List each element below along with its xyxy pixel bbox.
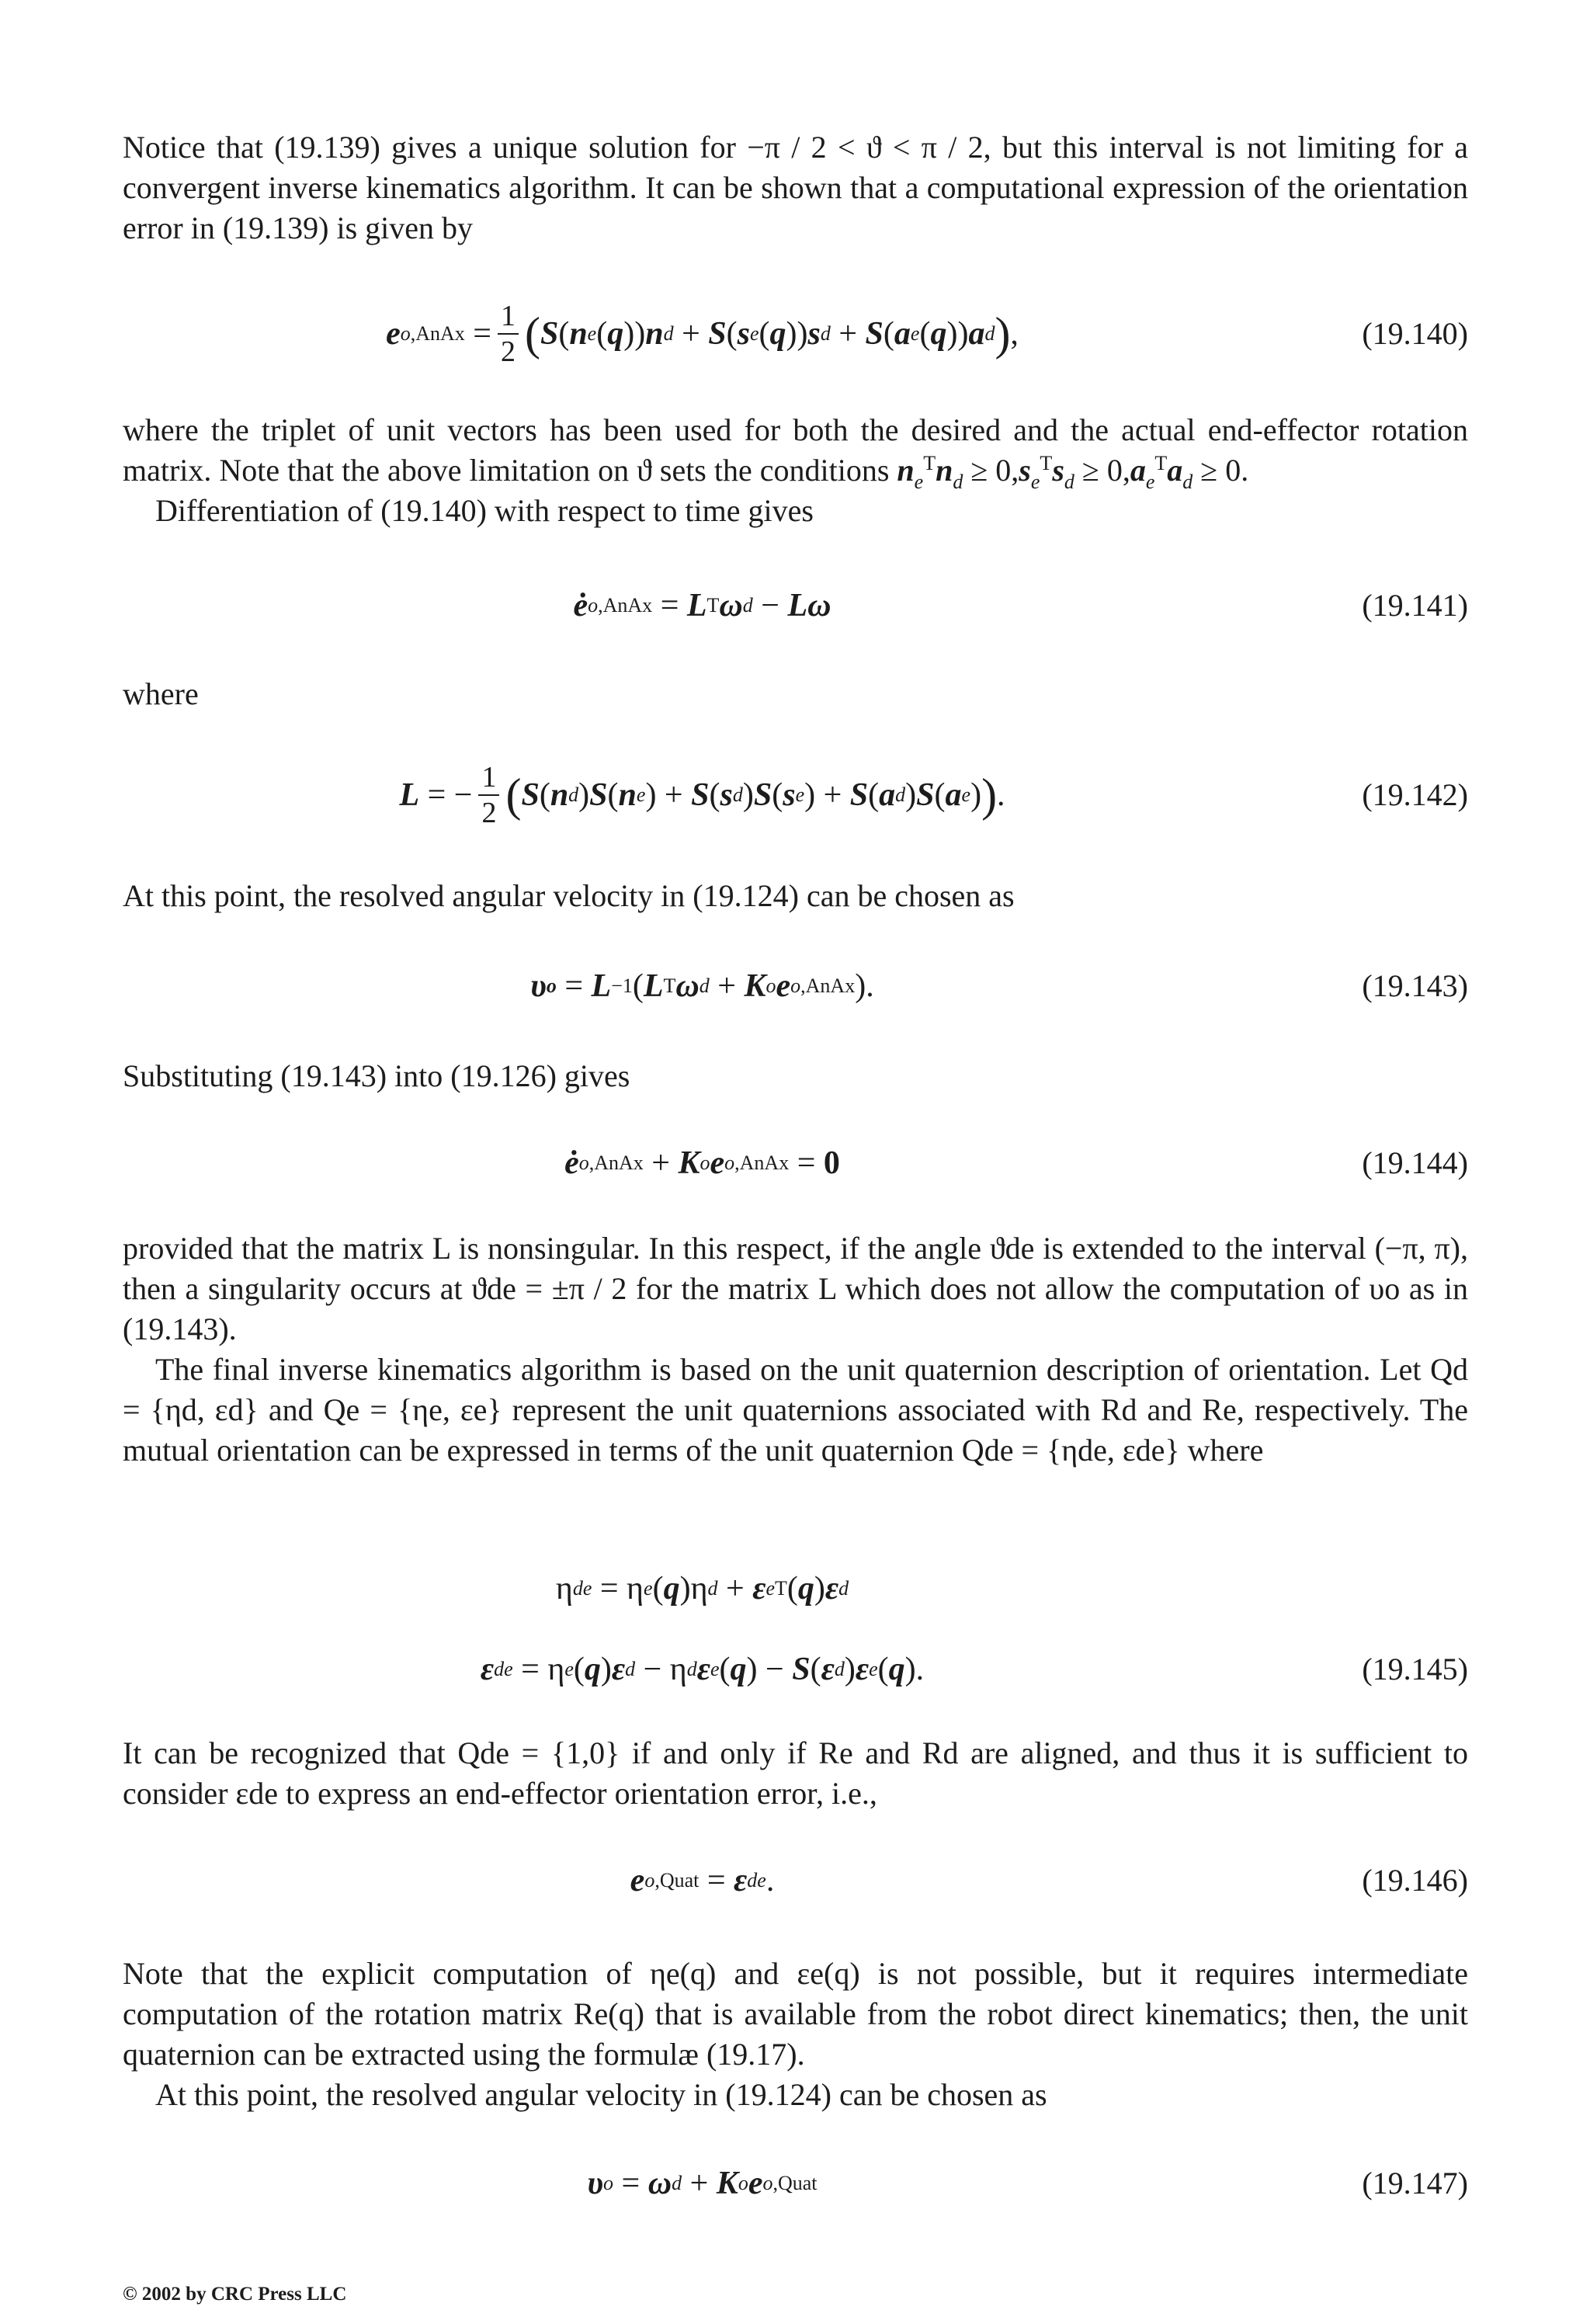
paragraph-triplet: where the triplet of unit vectors has been used for both the desired and the actual end-effector rotation matrix. Note that the above limitation on ϑ sets the conditions $n_e^Tn_d \ge 0,s_e^Ts_d \ge 0,a_e^Ta_d \ge 0$. — [123, 412, 1468, 493]
paragraph-where: where — [123, 676, 199, 711]
paragraph-recognized: It can be recognized that Qde = {1,0} if and only if Re and Rd are aligned, and thus it is sufficient to consider εde to express an end-effector orientation error, i.e., — [123, 1735, 1468, 1811]
equation-19-140 — [123, 300, 1468, 368]
equation-body: ė o ,AnAx = L T ω d − Lω — [573, 588, 831, 624]
equation-body: υ o = L −1 ( L T ω d + K o e o ,AnAx ). — [530, 968, 874, 1004]
equation-number: (19.141) — [1362, 588, 1468, 623]
equation-19-146 — [123, 1850, 1468, 1912]
paragraph-explicit: Note that the explicit computation of ηe(q) and εe(q) is not possible, but it requires intermediate computation of the rotation matrix Re(q) that is available from the robot direct kinematics; then, the unit quaternion can be extracted using the formulæ (19.17). — [123, 1956, 1468, 2072]
equation-number: (19.142) — [1362, 777, 1468, 812]
equation-body: υ o = ω d + K o e o ,Quat — [587, 2166, 818, 2201]
condition-expression: n — [897, 453, 915, 488]
equation-body: L = − $\frac{1}{2}$ ( S ( n d ) S ( n e ) + S ( s d ) S ( s e ) + S ( a d ) S ( a e ) ) . — [399, 761, 1005, 829]
paragraph-substituting: Substituting (19.143) into (19.126) gives — [123, 1058, 630, 1093]
paragraph-differentiation: Differentiation of (19.140) with respect to time gives — [155, 493, 814, 528]
equation-19-145 — [123, 1638, 1468, 1700]
equation-number: (19.140) — [1362, 316, 1468, 351]
paragraph-quaternion: The final inverse kinematics algorithm is based on the unit quaternion description of orientation. Let Qd = {ηd, εd} and Qe = {ηe, εe} represent the unit quaternions associated with Rd and Re, respectively. The mutual orientation can be expressed in terms of the unit quaternion Qde = {ηde, εde} where — [123, 1352, 1468, 1468]
equation-19-143 — [123, 955, 1468, 1017]
equation-number: (19.144) — [1362, 1145, 1468, 1180]
equation-19-141 — [123, 575, 1468, 637]
paragraph-resolved-velocity-2: At this point, the resolved angular velocity in (19.124) can be chosen as — [155, 2077, 1047, 2112]
equation-body: ε de = η e ( q ) ε d − η d ε e ( q ) − S ( ε d ) ε e ( q ). — [480, 1652, 925, 1687]
paragraph-nonsingular: provided that the matrix L is nonsingular. In this respect, if the angle ϑde is extended to the interval (−π, π), then a singularity occurs at ϑde = ±π / 2 for the matrix L which does not allow the computation of υo as in (19.143). — [123, 1231, 1468, 1346]
equation-body: ė o ,AnAx + K o e o ,AnAx = 0 — [564, 1145, 840, 1181]
equation-19-147 — [123, 2152, 1468, 2215]
equation-19-144 — [123, 1132, 1468, 1194]
equation-19-145-line1 — [123, 1558, 1468, 1620]
equation-number: (19.146) — [1362, 1863, 1468, 1898]
equation-body: e o ,Quat = ε de . — [630, 1863, 775, 1898]
equation-body: e o ,AnAx = $\frac{1}{2}$ ( S ( n e ( q )) n d + S ( s e ( q )) s d + S ( a e ( q )) a d ) , — [386, 300, 1019, 368]
equation-number: (19.145) — [1362, 1652, 1468, 1687]
equation-number: (19.147) — [1362, 2166, 1468, 2201]
copyright-footer: © 2002 by CRC Press LLC — [123, 2284, 347, 2305]
equation-number: (19.143) — [1362, 968, 1468, 1003]
equation-body: η de = η e ( q )η d + ε e T ( q ) ε d — [555, 1571, 849, 1607]
equation-19-142 — [123, 761, 1468, 829]
paragraph-resolved-velocity: At this point, the resolved angular velocity in (19.124) can be chosen as — [123, 878, 1015, 913]
paragraph-intro: Notice that (19.139) gives a unique solution for −π / 2 < ϑ < π / 2, but this interval is not limiting for a convergent inverse kinematics algorithm. It can be shown that a computational expression of the orientation error in (19.139) is given by — [123, 130, 1468, 245]
